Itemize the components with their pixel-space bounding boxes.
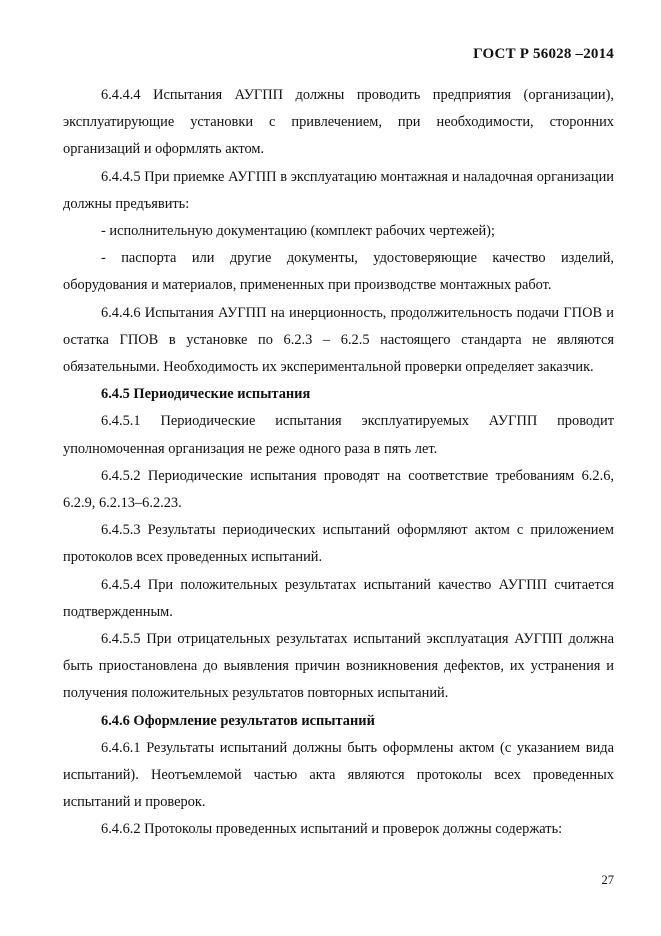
list-item-documentation: - исполнительную документацию (комплект рабочих чертежей); xyxy=(101,223,495,240)
paragraph-6-4-5-3: 6.4.5.3 Результаты периодических испытаний оформляют актом с приложением протоколов всех проведенных испытаний. xyxy=(63,522,614,566)
paragraph-6-4-6-2: 6.4.6.2 Протоколы проведенных испытаний и проверок должны содержать: xyxy=(101,821,563,838)
document-body xyxy=(63,82,614,844)
paragraph-6-4-6-1: 6.4.6.1 Результаты испытаний должны быть оформлены актом (с указанием вида испытаний). Неотъемлемой частью акта являются протоколы всех проведенных испытаний и проверок. xyxy=(63,739,614,811)
document-header: ГОСТ Р 56028 –2014 xyxy=(473,46,614,62)
paragraph-6-4-4-6: 6.4.4.6 Испытания АУГПП на инерционность, продолжительность подачи ГПОВ и остатка ГПОВ в установке по 6.2.3 – 6.2.5 настоящего стандарта не являются обязательными. Необходимость их экспериментальной проверки определяет заказчик. xyxy=(63,304,614,376)
section-heading-6-4-5: 6.4.5 Периодические испытания xyxy=(101,386,311,403)
paragraph-6-4-5-5: 6.4.5.5 При отрицательных результатах испытаний эксплуатация АУГПП должна быть приостановлена до выявления причин возникновения дефектов, их устранения и получения положительных результатов повторных испытаний. xyxy=(63,631,614,702)
paragraph-6-4-5-4: 6.4.5.4 При положительных результатах испытаний качество АУГПП считается подтвержденным. xyxy=(63,576,614,620)
paragraph-6-4-5-2: 6.4.5.2 Периодические испытания проводят на соответствие требованиям 6.2.6, 6.2.9, 6.2.13–6.2.23. xyxy=(63,467,614,512)
section-heading-6-4-6: 6.4.6 Оформление результатов испытаний xyxy=(101,712,375,729)
list-item-passports: - паспорта или другие документы, удостоверяющие качество изделий, оборудования и материалов, примененных при производстве монтажных работ. xyxy=(63,250,614,294)
page-number: 27 xyxy=(601,873,614,887)
paragraph-6-4-5-1: 6.4.5.1 Периодические испытания эксплуатируемых АУГПП проводит уполномоченная организация не реже одного раза в пять лет. xyxy=(63,413,614,457)
paragraph-6-4-4-5: 6.4.4.5 При приемке АУГПП в эксплуатацию монтажная и наладочная организации должны предъявить: xyxy=(63,168,614,212)
paragraph-6-4-4-4: 6.4.4.4 Испытания АУГПП должны проводить предприятия (организации), эксплуатирующие установки с привлечением, при необходимости, сторонних организаций и оформлять актом. xyxy=(63,87,614,158)
